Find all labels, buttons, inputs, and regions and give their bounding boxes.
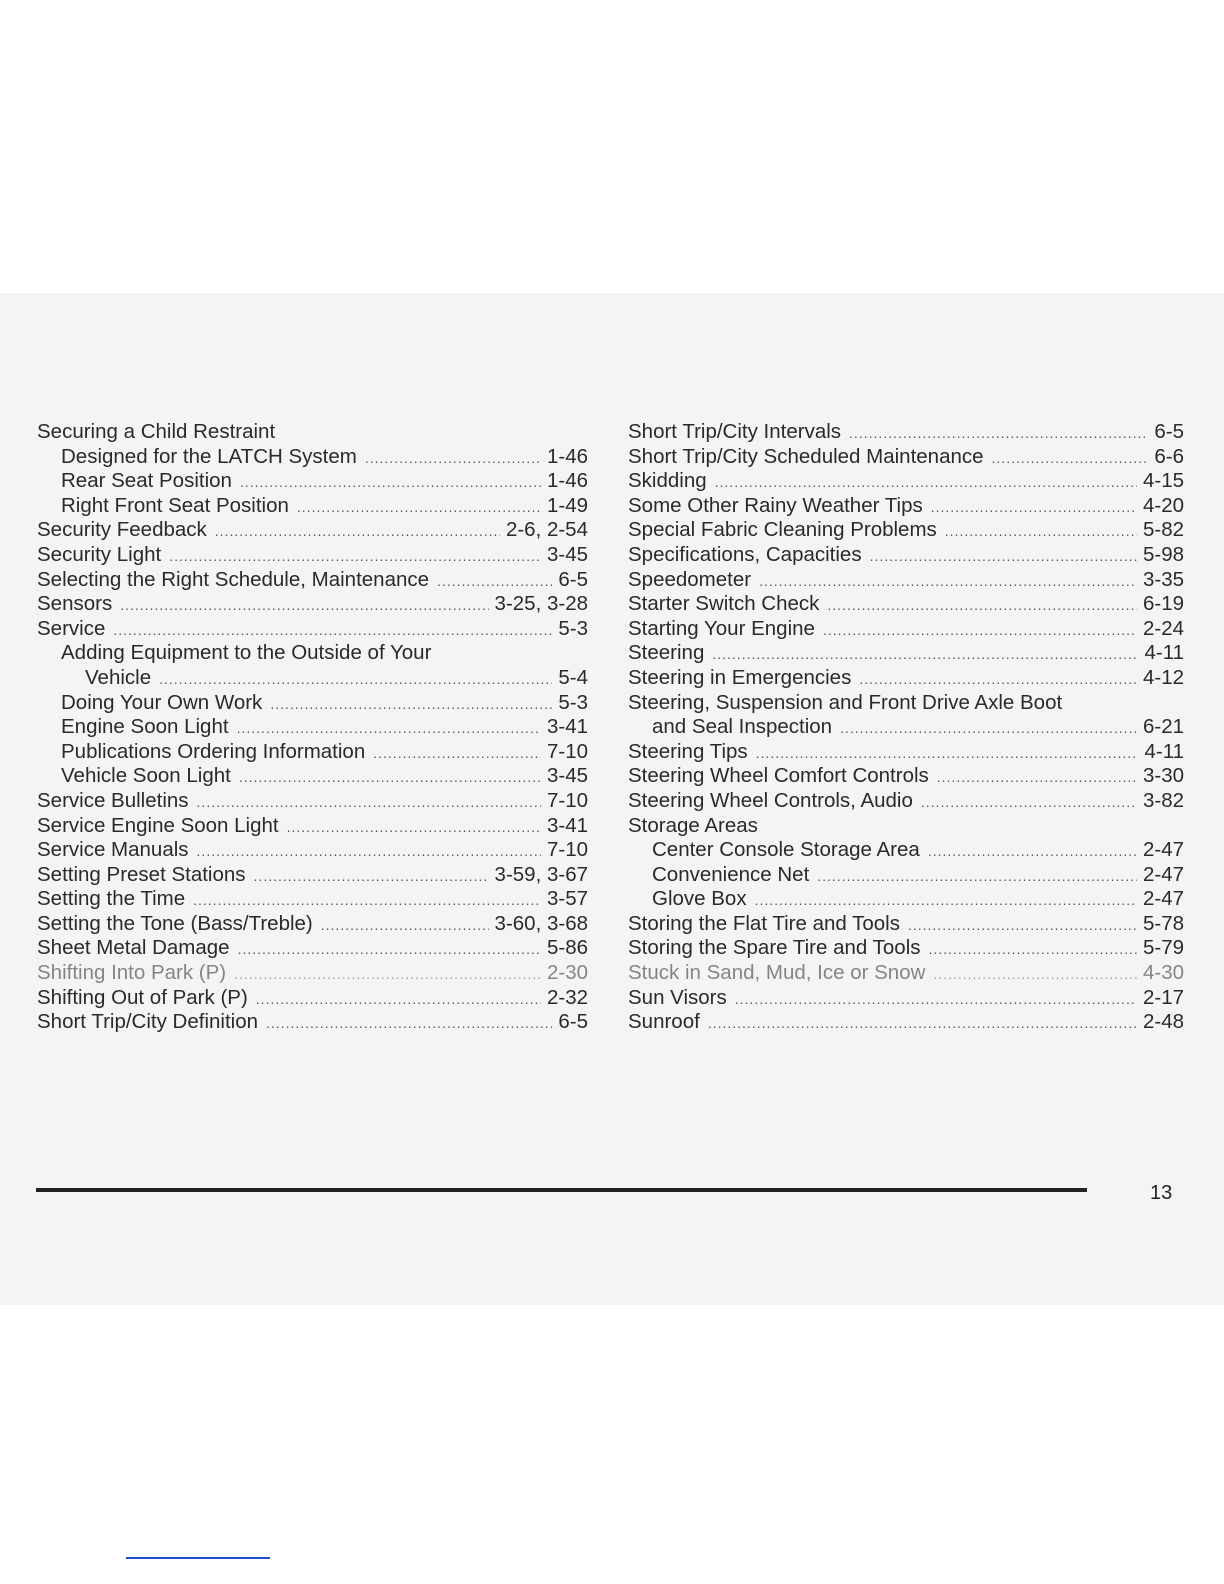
index-entry-text: Special Fabric Cleaning Problems [628,518,937,542]
dot-leader [197,839,541,864]
dot-leader [870,544,1137,569]
index-entry-page: 2-30 [546,961,588,985]
dot-leader [120,593,488,618]
index-entry-page: 5-82 [1142,518,1184,542]
dot-leader [715,470,1137,495]
dot-leader [712,642,1138,667]
index-entry-page: 5-3 [558,690,588,714]
index-entry-page: 1-46 [546,469,588,493]
dot-leader [921,790,1137,815]
index-entry-text: Service Manuals [37,838,189,862]
index-entry-page: 1-49 [546,493,588,517]
index-entry-page: 6-5 [1154,420,1184,443]
index-entry-page: 5-3 [558,616,588,640]
index-left-column [37,420,588,1035]
index-entry-page: 5-78 [1142,911,1184,935]
index-entry-page: 5-86 [546,936,588,960]
index-entry [37,863,588,888]
index-entry-text: Steering Tips [628,739,748,763]
dot-leader [933,962,1137,987]
index-entry-text: Stuck in Sand, Mud, Ice or Snow [628,961,926,985]
index-entry-text: Short Trip/City Scheduled Maintenance [628,444,984,468]
dot-leader [365,446,541,471]
dot-leader [945,519,1137,544]
index-entry [37,543,588,568]
index-entry-page: 2-47 [1142,887,1184,911]
index-entry-text: Steering Wheel Controls, Audio [628,788,913,812]
dot-leader [197,790,541,815]
index-entry-text: Starter Switch Check [628,592,820,616]
index-entry-page: 3-35 [1142,567,1184,591]
dot-leader [270,692,552,717]
index-entry-text: Securing a Child Restraint [37,420,276,443]
dot-leader [169,544,541,569]
index-entry-text: Shifting Out of Park (P) [37,985,248,1009]
index-entry [37,986,588,1011]
dot-leader [256,987,541,1012]
index-entry-page: 1-46 [546,444,588,468]
index-entry-text: Rear Seat Position [61,469,232,493]
index-entry-text: Designed for the LATCH System [61,444,357,468]
index-entry [628,568,1184,593]
index-entry [37,715,588,740]
dot-leader [113,618,552,643]
index-entry-page: 3-60, 3-68 [494,911,588,935]
index-entry-text: Sunroof [628,1010,700,1034]
index-entry [37,887,588,912]
index-entry-text: Adding Equipment to the Outside of Your [61,641,432,665]
dot-leader [840,716,1137,741]
index-entry [37,617,588,642]
index-entry-text: Speedometer [628,567,752,591]
index-entry [37,691,588,716]
index-entry [628,494,1184,519]
dot-leader [234,962,541,987]
index-entry-page: 6-21 [1142,715,1184,739]
index-entry [628,936,1184,961]
index-entry-text: Setting the Time [37,887,186,911]
index-entry [628,543,1184,568]
index-entry [37,789,588,814]
dot-leader [859,667,1137,692]
dot-leader [159,667,552,692]
dot-leader [437,569,552,594]
index-entry [628,1010,1184,1035]
index-entry-page: 4-12 [1142,665,1184,689]
index-entry-page: 6-19 [1142,592,1184,616]
index-entry [628,445,1184,470]
index-entry-page: 6-5 [558,1010,588,1034]
index-entry [37,740,588,765]
index-entry-text: Specifications, Capacities [628,542,862,566]
index-entry-page: 2-48 [1142,1010,1184,1034]
index-entry-text: Service Bulletins [37,788,189,812]
index-entry-text: Setting the Tone (Bass/Treble) [37,911,313,935]
index-entry-page: 2-24 [1142,616,1184,640]
dot-leader [992,446,1149,471]
dot-leader [708,1011,1137,1036]
dot-leader [931,495,1137,520]
dot-leader [817,864,1137,889]
index-entry [628,789,1184,814]
index-entry [628,814,1184,839]
index-entry [628,617,1184,642]
index-entry [628,863,1184,888]
index-entry-page: 2-47 [1142,862,1184,886]
index-entry [37,420,588,445]
index-entry-page: 3-41 [546,715,588,739]
index-entry [628,961,1184,986]
index-entry-text: Steering Wheel Comfort Controls [628,764,929,788]
index-entry-text: Storing the Flat Tire and Tools [628,911,900,935]
index-entry-page: 7-10 [546,788,588,812]
link-underline[interactable] [126,1557,270,1559]
index-entry-text: Vehicle [85,665,152,689]
dot-leader [937,765,1137,790]
dot-leader [239,765,541,790]
index-entry-text: Skidding [628,469,707,493]
index-entry-text: Sun Visors [628,985,727,1009]
index-entry-page: 3-82 [1142,788,1184,812]
index-entry [37,961,588,986]
index-entry-page: 5-4 [558,665,588,689]
index-entry-text: Selecting the Right Schedule, Maintenance [37,567,430,591]
dot-leader [373,741,541,766]
index-entry-page: 7-10 [546,838,588,862]
index-entry-text: Vehicle Soon Light [61,764,231,788]
index-entry-text: Shifting Into Park (P) [37,961,227,985]
dot-leader [240,470,541,495]
dot-leader [755,888,1137,913]
index-entry-text: Security Feedback [37,518,207,542]
index-entry-text: Some Other Rainy Weather Tips [628,493,923,517]
index-entry [37,814,588,839]
dot-leader [237,716,541,741]
index-entry-text: and Seal Inspection [652,715,833,739]
footer-rule [36,1188,1087,1192]
index-entry [628,592,1184,617]
index-entry [628,764,1184,789]
dot-leader [929,937,1137,962]
index-entry-text: Sensors [37,592,113,616]
index-entry [37,912,588,937]
dot-leader [321,913,489,938]
dot-leader [215,519,500,544]
index-entry-text: Short Trip/City Intervals [628,420,842,443]
dot-leader [735,987,1137,1012]
dot-leader [928,839,1137,864]
index-entry [628,469,1184,494]
dot-leader [823,618,1137,643]
index-entry [628,518,1184,543]
index-entry-text: Glove Box [652,887,747,911]
index-entry-text: Convenience Net [652,862,810,886]
index-entry-text: Engine Soon Light [61,715,229,739]
index-entry-text: Steering [628,641,705,665]
index-entry [37,641,588,666]
index-entry [37,592,588,617]
index-entry [37,568,588,593]
index-entry-page: 3-57 [546,887,588,911]
index-entry-page: 2-32 [546,985,588,1009]
dot-leader [193,888,541,913]
index-entry [628,641,1184,666]
dot-leader [756,741,1139,766]
index-entry-text: Steering in Emergencies [628,665,852,689]
index-right-column [628,420,1184,1035]
index-entry [37,666,588,691]
index-entry [37,936,588,961]
index-entry [37,494,588,519]
index-entry-text: Doing Your Own Work [61,690,263,714]
index-entry-page: 6-5 [558,567,588,591]
index-entry-page: 5-98 [1142,542,1184,566]
index-entry [628,887,1184,912]
dot-leader [266,1011,552,1036]
index-entry-text: Center Console Storage Area [652,838,920,862]
index-entry-text: Service Engine Soon Light [37,813,279,837]
index-entry [37,764,588,789]
index-entry [628,666,1184,691]
index-entry-text: Service [37,616,106,640]
index-entry-page: 2-17 [1142,985,1184,1009]
index-entry-page: 3-25, 3-28 [494,592,588,616]
index-entry [37,838,588,863]
index-entry-text: Security Light [37,542,162,566]
dot-leader [238,937,541,962]
index-entry-page: 3-45 [546,542,588,566]
index-entry-text: Steering, Suspension and Front Drive Axle Boot [628,690,1063,714]
index-entry-page: 3-30 [1142,764,1184,788]
index-entry-page: 4-11 [1144,739,1184,763]
dot-leader [254,864,489,889]
dot-leader [297,495,541,520]
index-entry-page: 6-6 [1154,444,1184,468]
index-entry [628,838,1184,863]
index-entry-text: Starting Your Engine [628,616,815,640]
index-entry [37,518,588,543]
index-entry-page: 2-47 [1142,838,1184,862]
index-entry-text: Right Front Seat Position [61,493,289,517]
index-entry-page: 3-59, 3-67 [494,862,588,886]
index-entry [628,691,1184,716]
index-entry-text: Setting Preset Stations [37,862,246,886]
dot-leader [287,815,541,840]
index-entry-page: 4-20 [1142,493,1184,517]
index-entry [628,420,1184,445]
index-entry-text: Publications Ordering Information [61,739,366,763]
index-entry [628,715,1184,740]
index-entry-page: 3-41 [546,813,588,837]
index-entry [628,986,1184,1011]
dot-leader [759,569,1137,594]
index-entry-page: 4-15 [1142,469,1184,493]
index-entry-text: Short Trip/City Definition [37,1010,259,1034]
index-entry-page: 3-45 [546,764,588,788]
index-entry [37,469,588,494]
index-entry-page: 4-30 [1142,961,1184,985]
index-entry [37,1010,588,1035]
dot-leader [908,913,1137,938]
index-entry-page: 5-79 [1142,936,1184,960]
index-entry-text: Storing the Spare Tire and Tools [628,936,921,960]
index-entry [628,912,1184,937]
index-entry-page: 4-11 [1144,641,1184,665]
index-entry [37,445,588,470]
dot-leader [849,421,1148,446]
index-entry-page: 2-6, 2-54 [505,518,588,542]
page-number: 13 [1150,1182,1173,1204]
index-entry-text: Storage Areas [628,813,758,837]
dot-leader [827,593,1137,618]
index-entry [628,740,1184,765]
index-entry-page: 7-10 [546,739,588,763]
index-entry-text: Sheet Metal Damage [37,936,230,960]
